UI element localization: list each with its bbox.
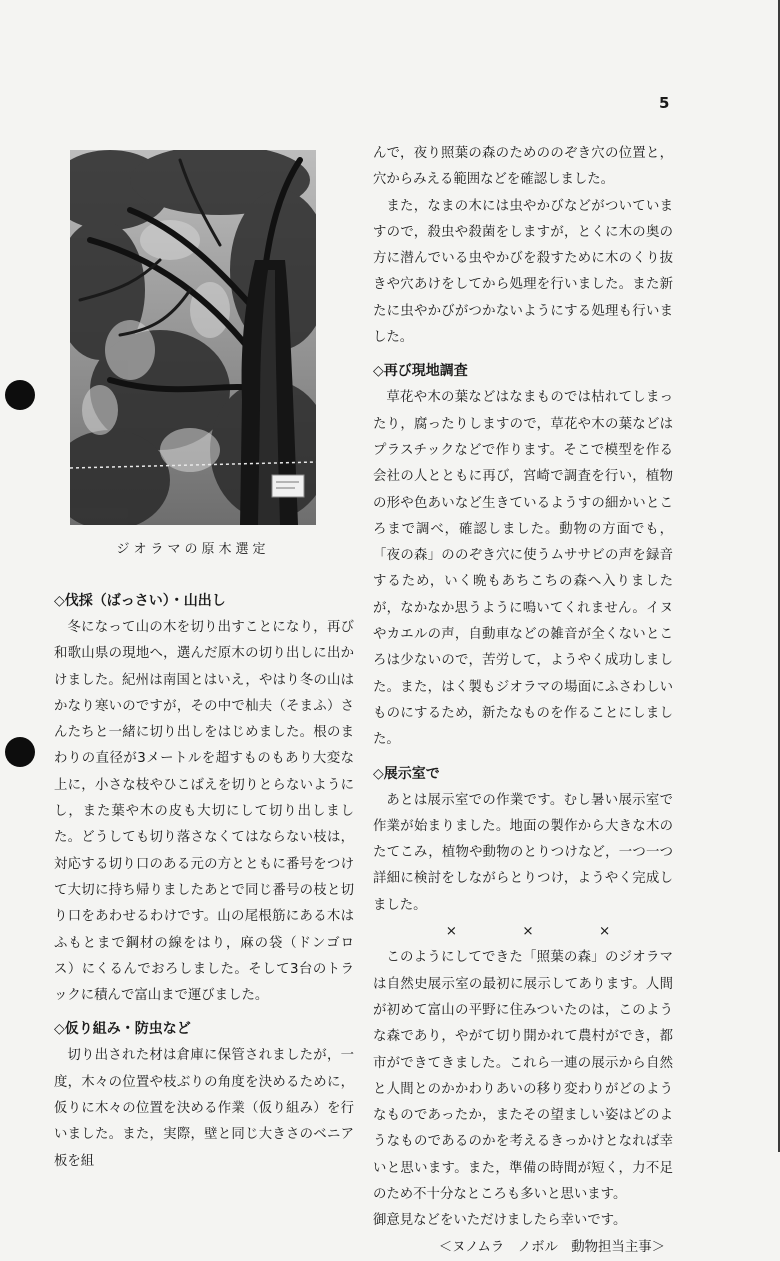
photo-caption: ジオラマの原木選定 (116, 542, 270, 557)
section-heading-felling: ◇伐採（ばっさい）・山出し (54, 593, 226, 609)
body-paragraph: このようにしてできた「照葉の森」のジオラマは自然史展示室の最初に展示してあります。人間が初めて富山の平野に住みついたのは，このような森であり，やがて切り開かれて農村ができ，都市ができてきました。これら一連の展示から自然と人間とのかかわりあいの移り変わりがどのようなものであったか，またその望ましい姿はどのようなものであるのかを考えるきっかけとなれば幸いと思います。また，準備の時間が短く，力不足のため不十分なところも多いと思います。 (373, 950, 673, 1202)
punch-hole-top (5, 380, 35, 410)
tree-photo (70, 150, 316, 525)
body-paragraph: 冬になって山の木を切り出すことになり，再び和歌山県の現地へ，選んだ原木の切り出しに出かけました。紀州は南国とはいえ，やはり冬の山はかなり寒いのですが，その中で杣夫（そまふ）さんたちと一緒に切り出しをはじめました。根のまわりの直径が3メートルを超すものもあり大変な上に，小さな枝やひこばえを切りとらないようにし，また葉や木の皮も大切にして切り出しました。どうしても切り落さなくてはならない枝は，対応する切り口のある元の方とともに番号をつけて大切に持ち帰りましたあとで同じ番号の枝と切り口をあわせるわけです。山の尾根筋にある木はふもとまで鋼材の線をはり，麻の袋（ドンゴロス）にくるんでおろしました。そして3台のトラックに積んで富山まで運びました。 (54, 620, 354, 1004)
separator-mark: × (445, 924, 457, 940)
separator-mark: × (522, 924, 534, 940)
body-paragraph: また，なまの木には虫やかびなどがついていますので，殺虫や殺菌をしますが，とくに木の奥の方に潜んでいる虫やかびを殺すために木のくり抜きや穴あけをしてから処理を行いました。また新たに虫やかびがつかないようにする処理も行いました。 (373, 198, 673, 346)
right-column (373, 141, 673, 1261)
author-signature: ＜ヌノムラ ノボル 動物担当主事＞ (438, 1239, 665, 1255)
punch-hole-bottom (5, 737, 35, 767)
left-column (54, 587, 354, 1175)
separator-mark: × (599, 924, 611, 940)
section-heading-temporary-assembly: ◇仮り組み・防虫など (54, 1021, 191, 1038)
section-heading-exhibition-room: ◇展示室で (373, 765, 440, 782)
section-separator (413, 919, 643, 945)
page-number: 5 (659, 94, 670, 112)
body-paragraph: あとは展示室での作業です。むし暑い展示室で作業が始まりました。地面の製作から大きな木のたてこみ，植物や動物のとりつけなど，一つ一つ詳細に検討をしながらとりつけ，ようやく完成しました。 (373, 792, 673, 913)
tree-photo-illustration (70, 150, 316, 525)
body-paragraph: 御意見などをいただけましたら幸いです。 (373, 1213, 627, 1229)
body-paragraph: 切り出された材は倉庫に保管されましたが，一度，木々の位置や枝ぶりの角度を決めるために，仮りに木々の位置を決める作業（仮り組み）を行いました。また，実際，壁と同じ大きさのベニア板を組 (54, 1048, 354, 1169)
body-paragraph: 草花や木の葉などはなまものでは枯れてしまったり，腐ったりしますので，草花や木の葉などはプラスチックなどで作ります。そこで模型を作る会社の人とともに再び，宮崎で調査を行い，植物の形や色あいなど生きているようすの細かいところまで調べ，確認しました。動物の方面でも，「夜の森」ののぞき穴に使うムササビの声を録音するため，いく晩もあちこちの森へ入りましたが，なかなか思うように鳴いてくれません。イヌやカエルの声，自動車などの雑音が全くないところは少ないので，苦労して，ようやく成功しました。また，はく製もジオラマの場面にふさわしいものにするため，新たなものを作ることにしました。 (373, 390, 673, 748)
body-paragraph: んで，夜り照葉の森のためののぞき穴の位置と，穴からみえる範囲などを確認しました。 (373, 146, 673, 188)
section-heading-field-survey: ◇再び現地調査 (373, 363, 468, 380)
